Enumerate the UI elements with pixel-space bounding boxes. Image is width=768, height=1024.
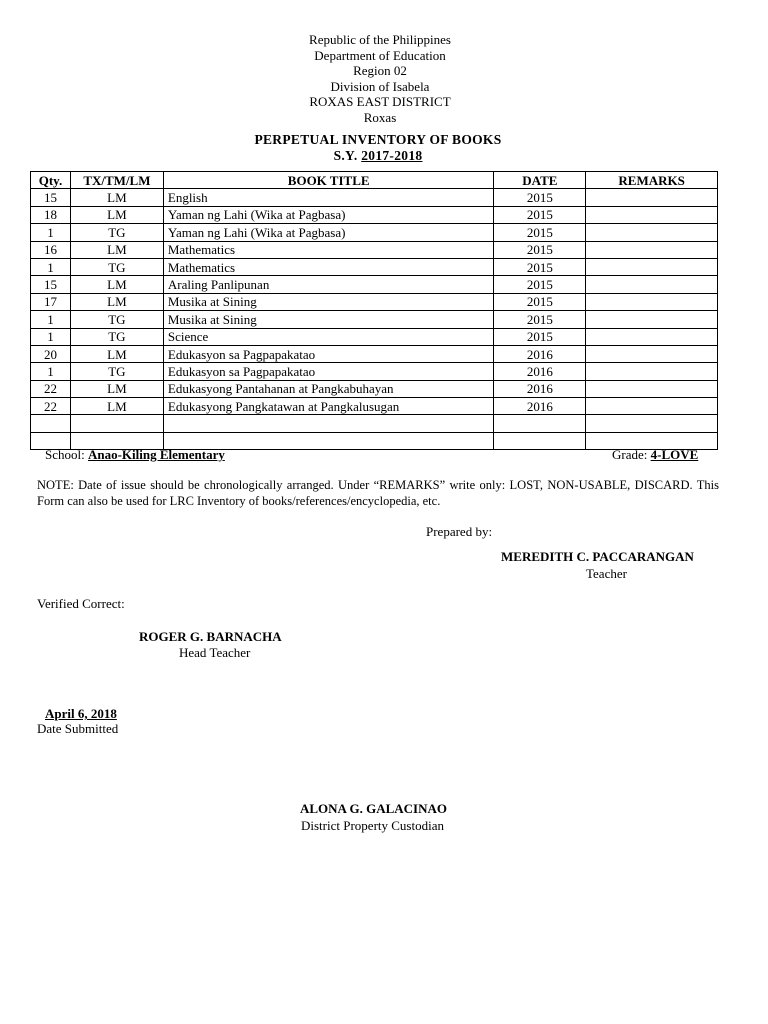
cell-date: 2015 <box>494 293 586 310</box>
header-district: ROXAS EAST DISTRICT <box>309 94 451 109</box>
cell-type: TG <box>70 224 163 241</box>
cell-book-title: English <box>163 189 494 206</box>
cell-book-title: Araling Panlipunan <box>163 276 494 293</box>
cell-date <box>494 432 586 449</box>
header-town: Roxas <box>363 109 397 125</box>
verified-correct-label: Verified Correct: <box>37 596 125 611</box>
table-row <box>31 224 718 241</box>
table-row <box>31 328 718 345</box>
prepared-by-position: Teacher <box>586 566 627 581</box>
table-row <box>31 258 718 275</box>
table-row <box>31 241 718 258</box>
cell-date: 2016 <box>494 398 586 415</box>
cell-date: 2015 <box>494 224 586 241</box>
cell-remarks <box>586 415 718 432</box>
school-field <box>45 447 225 463</box>
cell-remarks <box>586 398 718 415</box>
verified-by-name: ROGER G. BARNACHA <box>139 629 282 644</box>
sy-value: 2017-2018 <box>361 148 423 163</box>
cell-type: LM <box>70 398 163 415</box>
prepared-by-name: MEREDITH C. PACCARANGAN <box>501 549 694 564</box>
cell-type: LM <box>70 293 163 310</box>
cell-qty: 20 <box>31 345 71 362</box>
cell-type: LM <box>70 189 163 206</box>
table-row <box>31 345 718 362</box>
col-header-qty: Qty. <box>31 172 71 189</box>
cell-qty: 16 <box>31 241 71 258</box>
table-row <box>31 311 718 328</box>
cell-date: 2015 <box>494 241 586 258</box>
header-republic: Republic of the Philippines <box>309 32 451 47</box>
cell-date: 2015 <box>494 311 586 328</box>
cell-date: 2015 <box>494 276 586 293</box>
col-header-book-title: BOOK TITLE <box>163 172 494 189</box>
col-header-date: DATE <box>494 172 586 189</box>
cell-remarks <box>586 206 718 223</box>
cell-remarks <box>586 345 718 362</box>
cell-book-title: Science <box>163 328 494 345</box>
cell-qty <box>31 415 71 432</box>
header-department: Department of Education <box>314 47 446 63</box>
cell-date: 2015 <box>494 328 586 345</box>
cell-qty: 17 <box>31 293 71 310</box>
cell-book-title <box>163 415 494 432</box>
inventory-table-body <box>31 189 718 450</box>
cell-date: 2016 <box>494 345 586 362</box>
cell-date: 2016 <box>494 380 586 397</box>
cell-type: LM <box>70 206 163 223</box>
document-header <box>0 32 760 125</box>
table-row <box>31 363 718 380</box>
table-header-row <box>31 172 718 189</box>
table-row <box>31 189 718 206</box>
cell-qty: 1 <box>31 311 71 328</box>
cell-qty: 1 <box>31 328 71 345</box>
school-year <box>0 148 756 164</box>
cell-remarks <box>586 311 718 328</box>
cell-remarks <box>586 189 718 206</box>
cell-type: LM <box>70 345 163 362</box>
cell-qty: 22 <box>31 380 71 397</box>
cell-book-title: Edukasyong Pangkatawan at Pangkalusugan <box>163 398 494 415</box>
cell-book-title: Edukasyon sa Pagpapakatao <box>163 345 494 362</box>
cell-type: TG <box>70 363 163 380</box>
cell-qty: 15 <box>31 276 71 293</box>
cell-book-title: Mathematics <box>163 258 494 275</box>
cell-qty: 1 <box>31 258 71 275</box>
table-row <box>31 206 718 223</box>
cell-book-title: Yaman ng Lahi (Wika at Pagbasa) <box>163 206 494 223</box>
cell-type: TG <box>70 311 163 328</box>
header-division: Division of Isabela <box>330 78 430 94</box>
grade-label: Grade: <box>612 447 648 462</box>
title-main: PERPETUAL INVENTORY OF BOOKS <box>254 132 502 147</box>
grade-value: 4-LOVE <box>650 447 699 462</box>
cell-date: 2015 <box>494 206 586 223</box>
table-row <box>31 398 718 415</box>
cell-remarks <box>586 380 718 397</box>
cell-type <box>70 415 163 432</box>
prepared-by-label: Prepared by: <box>426 524 493 539</box>
cell-type: TG <box>70 328 163 345</box>
verified-by-position: Head Teacher <box>179 645 251 660</box>
cell-type: TG <box>70 258 163 275</box>
cell-remarks <box>586 258 718 275</box>
col-header-remarks: REMARKS <box>586 172 718 189</box>
header-region: Region 02 <box>353 63 407 78</box>
cell-date: 2016 <box>494 363 586 380</box>
cell-book-title: Yaman ng Lahi (Wika at Pagbasa) <box>163 224 494 241</box>
cell-date: 2015 <box>494 258 586 275</box>
table-row <box>31 276 718 293</box>
document-title <box>0 132 756 164</box>
cell-book-title: Edukasyong Pantahanan at Pangkabuhayan <box>163 380 494 397</box>
cell-date <box>494 415 586 432</box>
cell-date: 2015 <box>494 189 586 206</box>
col-header-type: TX/TM/LM <box>70 172 163 189</box>
cell-qty: 1 <box>31 224 71 241</box>
cell-remarks <box>586 363 718 380</box>
date-submitted-value: April 6, 2018 <box>45 706 117 721</box>
cell-type: LM <box>70 276 163 293</box>
table-row <box>31 380 718 397</box>
table-row <box>31 415 718 432</box>
cell-remarks <box>586 241 718 258</box>
cell-qty: 18 <box>31 206 71 223</box>
cell-remarks <box>586 224 718 241</box>
school-value: Anao-Kiling Elementary <box>87 447 225 462</box>
school-label: School: <box>45 447 85 462</box>
grade-field <box>612 447 698 463</box>
cell-book-title: Mathematics <box>163 241 494 258</box>
table-row <box>31 293 718 310</box>
cell-type: LM <box>70 380 163 397</box>
cell-qty: 22 <box>31 398 71 415</box>
inventory-table <box>30 171 718 450</box>
cell-book-title: Musika at Sining <box>163 293 494 310</box>
cell-qty: 15 <box>31 189 71 206</box>
date-submitted-label: Date Submitted <box>37 721 119 736</box>
cell-remarks <box>586 293 718 310</box>
note-text: NOTE: Date of issue should be chronologically arranged. Under “REMARKS” write only: LOST, NON-USABLE, DISCARD. This Form can also be used for LRC Inventory of books/references/encyclopedia, etc. <box>37 478 719 508</box>
cell-remarks <box>586 328 718 345</box>
custodian-position: District Property Custodian <box>301 818 444 833</box>
cell-book-title: Edukasyon sa Pagpapakatao <box>163 363 494 380</box>
cell-type: LM <box>70 241 163 258</box>
cell-qty: 1 <box>31 363 71 380</box>
cell-book-title: Musika at Sining <box>163 311 494 328</box>
sy-label: S.Y. <box>333 148 362 163</box>
cell-remarks <box>586 276 718 293</box>
custodian-name: ALONA G. GALACINAO <box>300 801 447 816</box>
